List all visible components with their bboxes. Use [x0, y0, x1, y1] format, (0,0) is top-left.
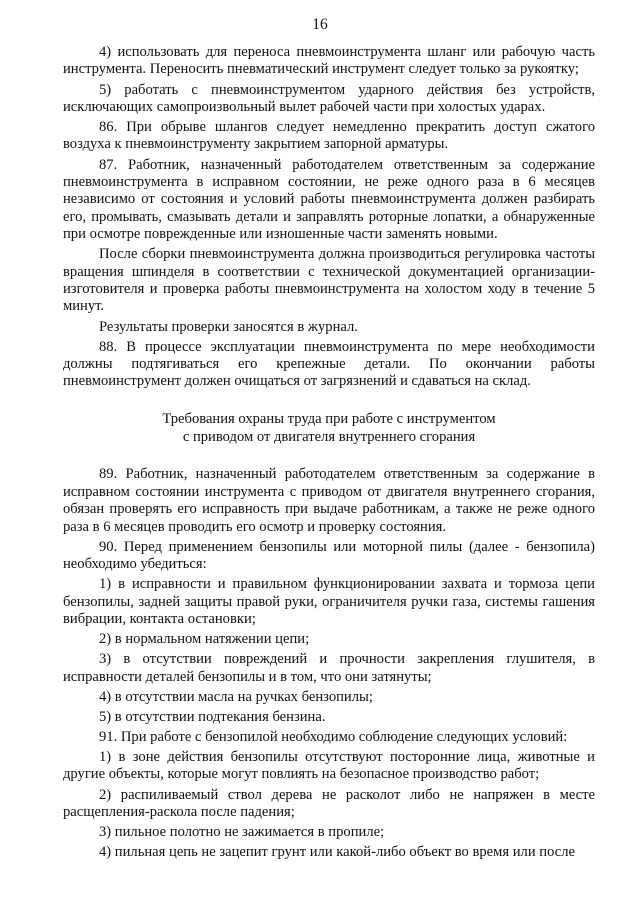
paragraph: 5) в отсутствии подтекания бензина. [99, 708, 326, 725]
section-heading [63, 411, 595, 447]
paragraph: 3) в отсутствии повреждений и прочности закрепления глушителя, в исправности деталей бензопилы и в том, что они затянуты; [63, 651, 595, 685]
paragraph: 86. При обрыве шлангов следует немедленно прекратить доступ сжатого воздуха к пневмоинструменту закрытием запорной арматуры. [63, 119, 595, 153]
paragraph: 5) работать с пневмоинструментом ударного действия без устройств, исключающих самопроизвольный вылет рабочей части при холостых ударах. [63, 81, 595, 115]
paragraph: Результаты проверки заносятся в журнал. [99, 318, 358, 335]
paragraph: 1) в исправности и правильном функционировании захвата и тормоза цепи бензопилы, задней защиты правой руки, ограничителя ручки газа, системы гашения вибрации, контакта остановки; [63, 576, 595, 628]
paragraph: 2) в нормальном натяжении цепи; [99, 631, 310, 648]
paragraph: 1) в зоне действия бензопилы отсутствуют посторонние лица, животные и другие объекты, которые могут повлиять на безопасное производство работ; [63, 749, 595, 783]
paragraph: 90. Перед применением бензопилы или моторной пилы (далее - бензопила) необходимо убедиться: [63, 538, 595, 573]
paragraph: 89. Работник, назначенный работодателем ответственным за содержание в исправном состоянии инструмента с приводом от двигателя внутреннего сгорания, обязан проверять его исправность при выдаче работникам, а также не реже одного раза в 6 месяцев проводить его осмотр и проверку состояния. [63, 466, 595, 535]
paragraph: 88. В процессе эксплуатации пневмоинструмента по мере необходимости должны подтягиваться его крепежные детали. По окончании работы пневмоинструмент должен очищаться от загрязнений и сдаваться на склад. [63, 338, 595, 390]
paragraph: 4) пильная цепь не зацепит грунт или какой-либо объект во время или после [99, 844, 575, 861]
paragraph: 4) использовать для переноса пневмоинструмента шланг или рабочую часть инструмента. Переносить пневматический инструмент следует только за рукоятку; [63, 44, 595, 78]
paragraph: 91. При работе с бензопилой необходимо соблюдение следующих условий: [99, 728, 568, 745]
paragraph: 87. Работник, назначенный работодателем ответственным за содержание пневмоинструмента в исправном состоянии, не реже одного раза в 6 месяцев независимо от состояния и условий работы пневмоинструмента должен разбирать его, промывать, смазывать детали и заправлять роторные лопатки, а обнаруженные при осмотре поврежденные или изношенные части заменять новыми. [63, 156, 595, 243]
paragraph: После сборки пневмоинструмента должна производиться регулировка частоты вращения шпинделя в соответствии с технической документацией организации-изготовителя и проверка работы пневмоинструмента на холостом ходу в течение 5 минут. [63, 246, 595, 315]
paragraph: 2) распиливаемый ствол дерева не расколот либо не напряжен в месте расщепления-раскола после падения; [63, 786, 595, 820]
section-heading-line: Требования охраны труда при работе с инструментом [162, 410, 496, 427]
paragraph: 3) пильное полотно не зажимается в пропиле; [99, 824, 385, 841]
page-number: 16 [312, 16, 328, 33]
document-body [63, 44, 595, 864]
paragraph: 4) в отсутствии масла на ручках бензопилы; [99, 688, 373, 705]
section-heading-line: с приводом от двигателя внутреннего сгорания [182, 428, 476, 445]
